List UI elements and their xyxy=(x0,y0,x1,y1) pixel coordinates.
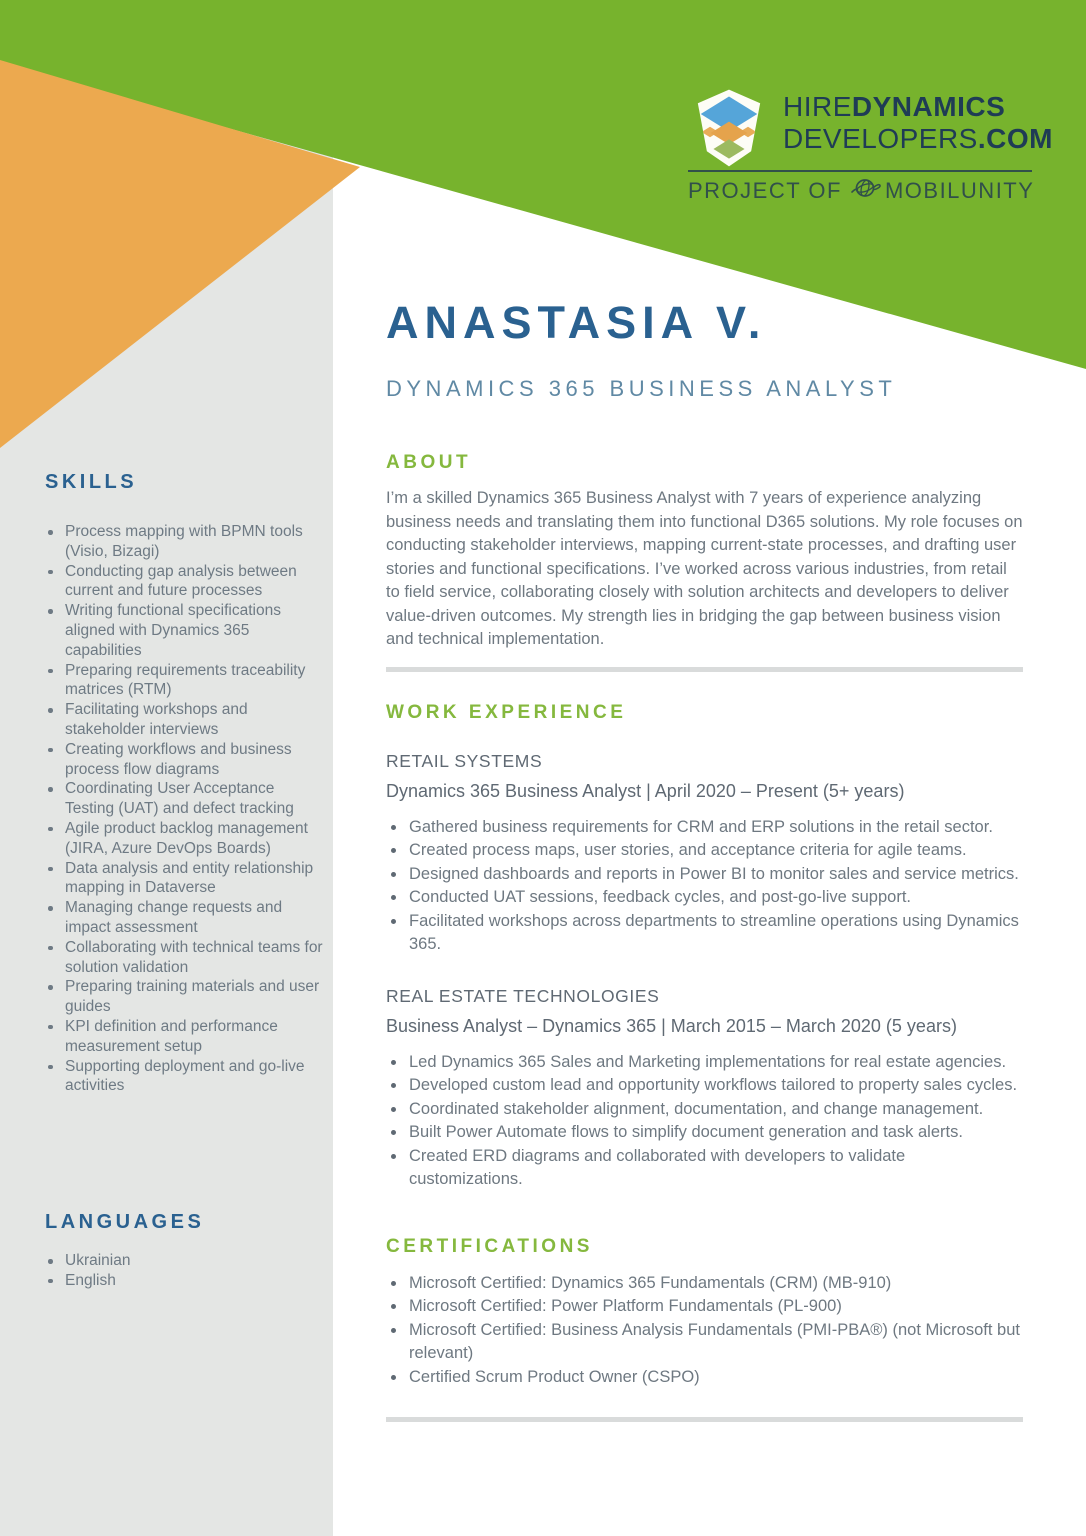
language-item: English xyxy=(45,1271,323,1291)
skill-item: Agile product backlog management (JIRA, Azure DevOps Boards) xyxy=(45,819,323,859)
shield-layers-icon xyxy=(688,88,770,168)
skill-item: Data analysis and entity relationship mapping in Dataverse xyxy=(45,859,323,899)
job-meta: Business Analyst – Dynamics 365 | March 2015 – March 2020 (5 years) xyxy=(386,1015,957,1036)
skill-item: Coordinating User Acceptance Testing (UAT) and defect tracking xyxy=(45,779,323,819)
job-bullet: Created process maps, user stories, and acceptance criteria for agile teams. xyxy=(386,839,1023,863)
certification-item: Microsoft Certified: Business Analysis Fundamentals (PMI-PBA®) (not Microsoft but relevant) xyxy=(386,1319,1023,1366)
sidebar-languages-section xyxy=(45,1211,323,1291)
skill-item: Process mapping with BPMN tools (Visio, Bizagi) xyxy=(45,522,323,562)
skill-item: Managing change requests and impact assessment xyxy=(45,898,323,938)
skill-item: Supporting deployment and go-live activities xyxy=(45,1057,323,1097)
skills-heading: SKILLS xyxy=(45,471,138,493)
job-bullet: Designed dashboards and reports in Power BI to monitor sales and service metrics. xyxy=(386,863,1023,887)
skill-item: Writing functional specifications aligned with Dynamics 365 capabilities xyxy=(45,601,323,660)
about-heading: ABOUT xyxy=(386,452,472,473)
logo-tagline xyxy=(688,175,1035,207)
job-bullet: Gathered business requirements for CRM and ERP solutions in the retail sector. xyxy=(386,816,1023,840)
job-company: RETAIL SYSTEMS xyxy=(386,750,543,771)
brand-com: .COM xyxy=(977,123,1053,155)
job-company: REAL ESTATE TECHNOLOGIES xyxy=(386,985,660,1006)
header-identity xyxy=(386,297,896,402)
skill-item: Facilitating workshops and stakeholder interviews xyxy=(45,700,323,740)
job-bullet: Built Power Automate flows to simplify document generation and task alerts. xyxy=(386,1121,1023,1145)
languages-heading: LANGUAGES xyxy=(45,1211,205,1233)
logo-divider-line xyxy=(688,170,1032,172)
brand-logo-row xyxy=(688,88,1053,168)
section-divider xyxy=(386,1417,1023,1422)
skills-list xyxy=(45,522,323,1096)
work-experience-heading: WORK EXPERIENCE xyxy=(386,701,627,723)
skill-item: Preparing training materials and user guides xyxy=(45,977,323,1017)
brand-dynamics: DYNAMICS xyxy=(851,91,1006,122)
skill-item: Conducting gap analysis between current and future processes xyxy=(45,562,323,602)
shield-green-layer xyxy=(713,139,744,158)
candidate-title: DYNAMICS 365 BUSINESS ANALYST xyxy=(386,376,897,401)
job-meta: Dynamics 365 Business Analyst | April 2020 – Present (5+ years) xyxy=(386,780,905,801)
brand-logo xyxy=(688,88,1053,207)
job-bullet: Conducted UAT sessions, feedback cycles, and post-go-live support. xyxy=(386,886,1023,910)
tagline-prefix: PROJECT OF xyxy=(688,178,842,203)
job-bullet: Facilitated workshops across departments to streamline operations using Dynamics 365. xyxy=(386,910,1023,957)
candidate-name: ANASTASIA V. xyxy=(386,297,767,348)
certifications-heading: CERTIFICATIONS xyxy=(386,1235,593,1257)
language-item: Ukrainian xyxy=(45,1251,323,1271)
certification-item: Microsoft Certified: Power Platform Fundamentals (PL-900) xyxy=(386,1295,1023,1319)
section-divider xyxy=(386,667,1023,672)
job-bullet-list xyxy=(386,816,1023,957)
globe-icon xyxy=(850,175,882,207)
brand-hire: HIRE xyxy=(783,91,852,122)
languages-list xyxy=(45,1251,323,1291)
brand-line-1 xyxy=(783,91,1053,123)
brand-developers: DEVELOPERS xyxy=(783,123,978,155)
sidebar-skills-section xyxy=(45,471,323,1096)
brand-wordmark xyxy=(783,91,1053,156)
brand-line-2 xyxy=(783,123,1053,155)
job-bullet: Led Dynamics 365 Sales and Marketing implementations for real estate agencies. xyxy=(386,1051,1023,1075)
certification-item: Microsoft Certified: Dynamics 365 Fundamentals (CRM) (MB-910) xyxy=(386,1272,1023,1296)
job-bullet-list xyxy=(386,1051,1023,1192)
certifications-list xyxy=(386,1272,1023,1390)
job-bullet: Created ERD diagrams and collaborated with developers to validate customizations. xyxy=(386,1145,1023,1192)
certification-item: Certified Scrum Product Owner (CSPO) xyxy=(386,1366,1023,1390)
skill-item: KPI definition and performance measurement setup xyxy=(45,1017,323,1057)
skill-item: Creating workflows and business process flow diagrams xyxy=(45,740,323,780)
about-text: I’m a skilled Dynamics 365 Business Analyst with 7 years of experience analyzing business needs and translating them into functional D365 solutions. My role focuses on conducting stakeholder interviews, mapping current-state processes, and drafting user stories and functional specifications. I’ve worked across various industries, from retail to field service, collaborating closely with solution architects and developers to deliver value-driven outcomes. My strength lies in bridging the gap between business vision and technical implementation. xyxy=(386,489,1023,648)
job-bullet: Coordinated stakeholder alignment, documentation, and change management. xyxy=(386,1098,1023,1122)
job-bullet: Developed custom lead and opportunity workflows tailored to property sales cycles. xyxy=(386,1074,1023,1098)
skill-item: Preparing requirements traceability matrices (RTM) xyxy=(45,661,323,701)
tagline-brand: MOBILUNITY xyxy=(884,178,1035,203)
skill-item: Collaborating with technical teams for solution validation xyxy=(45,938,323,978)
main-column xyxy=(386,452,1023,1422)
